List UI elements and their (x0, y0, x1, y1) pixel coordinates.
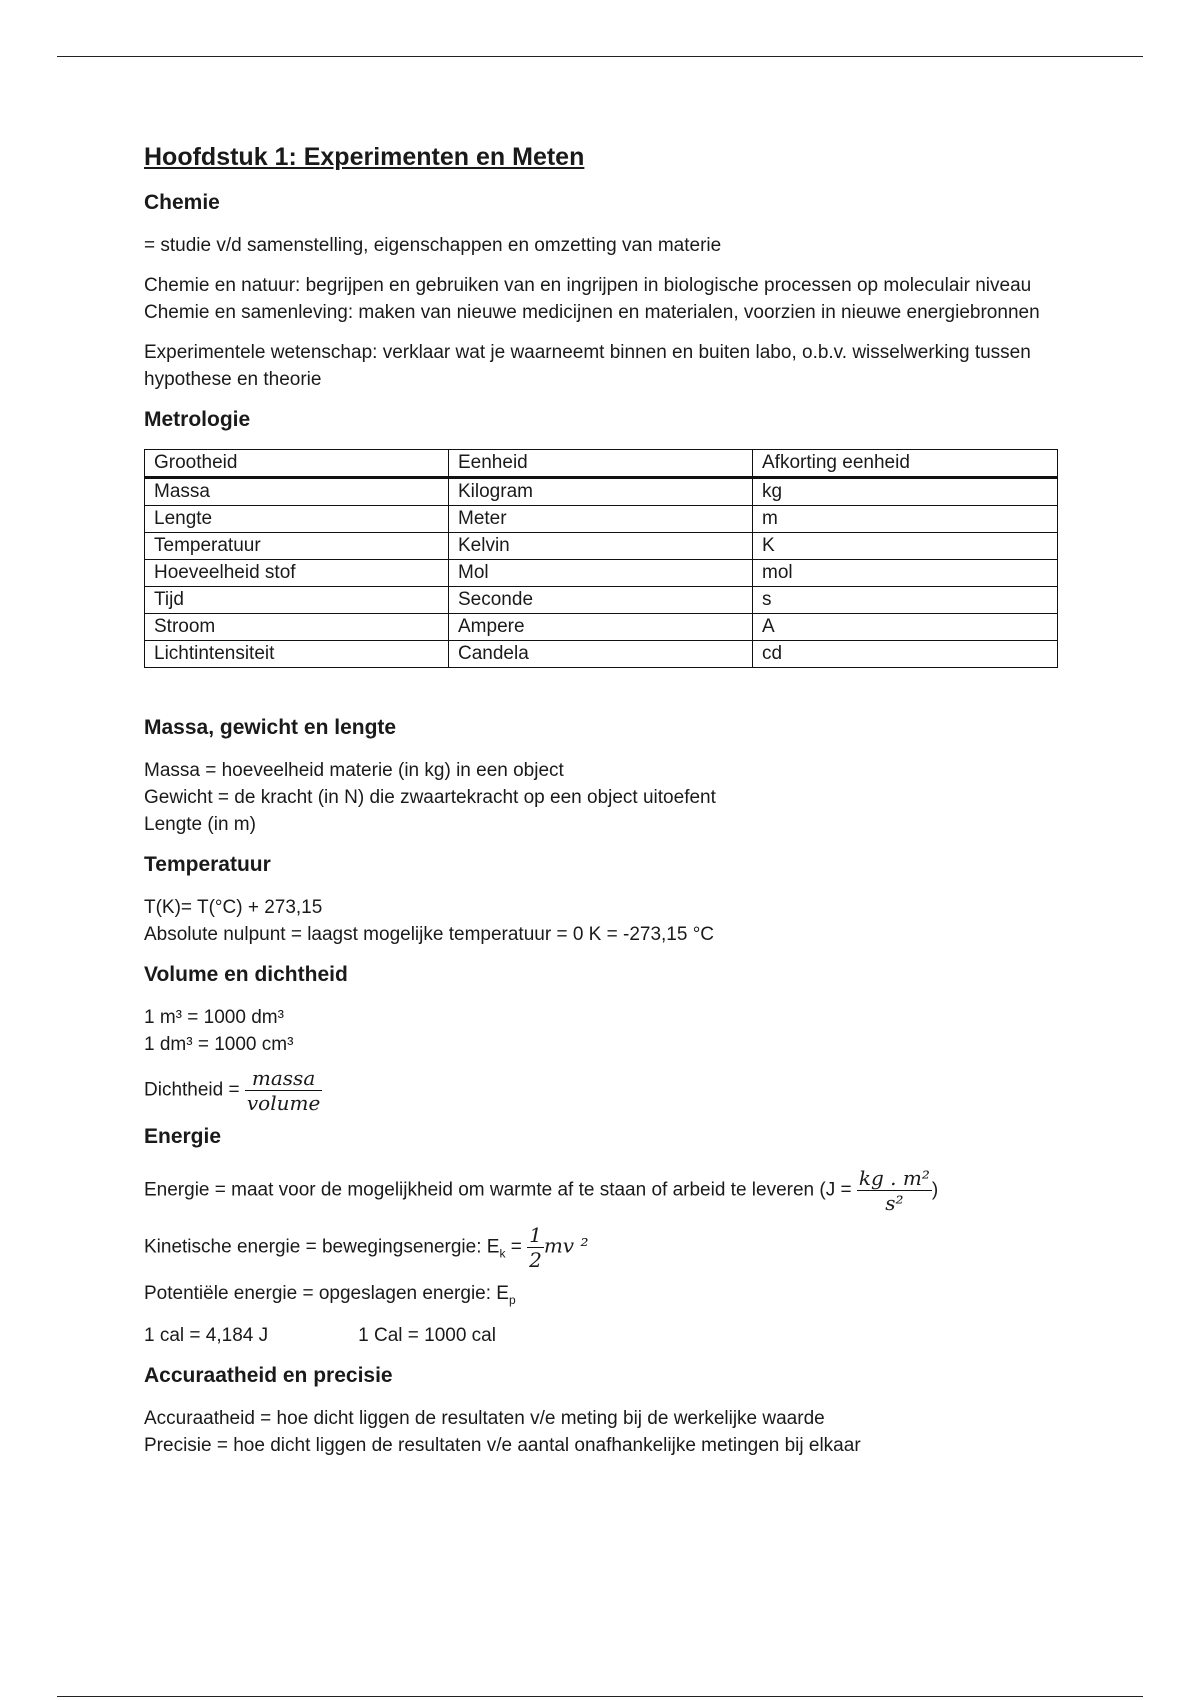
calorie-line (144, 1322, 1104, 1349)
table-header-row (145, 450, 1058, 478)
heading-temperatuur: Temperatuur (144, 853, 271, 876)
joule-fraction (857, 1166, 932, 1215)
fraction-denominator: volume (246, 1091, 321, 1115)
table-row (145, 641, 1058, 668)
kin-equals: = (505, 1236, 528, 1258)
massa-line-3: Lengte (in m) (144, 814, 256, 835)
footer-rule (57, 1696, 1143, 1697)
cell-grootheid: Massa (145, 478, 449, 506)
cell-afkorting: K (753, 533, 1058, 560)
heading-chemie: Chemie (144, 191, 220, 214)
accuraatheid-line-2: Precisie = hoe dicht liggen de resultaten v/e aantal onafhankelijke metingen bij elkaar (144, 1434, 861, 1456)
fraction-denominator: 2 (529, 1248, 542, 1272)
metrologie-table (144, 449, 1058, 668)
energie-def-close: ) (931, 1179, 939, 1201)
accuraatheid-line-1: Accuraatheid = hoe dicht liggen de resultaten v/e meting bij de werkelijke waarde (144, 1407, 825, 1429)
cell-afkorting: s (753, 587, 1058, 614)
kin-text: Kinetische energie = bewegingsenergie: E (144, 1236, 500, 1258)
cell-grootheid: Lengte (145, 506, 449, 533)
cell-eenheid: Meter (449, 506, 753, 533)
pot-subscript: p (508, 1292, 516, 1307)
table-row (145, 614, 1058, 641)
header-rule (57, 56, 1143, 57)
fraction-numerator: kg . m² (858, 1166, 930, 1190)
chemie-samenleving: Chemie en samenleving: maken van nieuwe medicijnen en materialen, voorzien in nieuwe energiebronnen (144, 302, 1040, 323)
cell-grootheid: Temperatuur (145, 533, 449, 560)
cell-grootheid: Lichtintensiteit (145, 641, 449, 668)
cell-grootheid: Stroom (145, 614, 449, 641)
chemie-definition: = studie v/d samenstelling, eigenschappen en omzetting van materie (144, 235, 722, 256)
dichtheid-fraction (245, 1066, 322, 1115)
cell-eenheid: Seconde (449, 587, 753, 614)
header-afkorting: Afkorting eenheid (753, 450, 1058, 478)
table-row (145, 478, 1058, 506)
energie-def-text: Energie = maat voor de mogelijkheid om warmte af te staan of arbeid te leveren (J = (144, 1179, 857, 1201)
cell-grootheid: Tijd (145, 587, 449, 614)
heading-metrologie: Metrologie (144, 408, 251, 431)
table-row (145, 587, 1058, 614)
dichtheid-label: Dichtheid = (144, 1079, 245, 1101)
cell-eenheid: Ampere (449, 614, 753, 641)
kinetische-energie (144, 1223, 1104, 1272)
half-fraction (527, 1223, 544, 1272)
chemie-natuur: Chemie en natuur: begrijpen en gebruiken van en ingrijpen in biologische processen op moleculair niveau (144, 275, 1032, 296)
volume-line-1: 1 m³ = 1000 dm³ (144, 1007, 284, 1028)
table-row (145, 506, 1058, 533)
heading-volume: Volume en dichtheid (144, 963, 348, 986)
temperatuur-line-2: Absolute nulpunt = laagst mogelijke temperatuur = 0 K = -273,15 °C (144, 924, 715, 945)
heading-energie: Energie (144, 1125, 222, 1148)
potentiele-energie (144, 1280, 1104, 1314)
experimentele-line-2: hypothese en theorie (144, 369, 322, 390)
fraction-numerator: massa (251, 1066, 316, 1090)
massa-line-2: Gewicht = de kracht (in N) die zwaartekracht op een object uitoefent (144, 787, 716, 808)
heading-massa: Massa, gewicht en lengte (144, 716, 397, 739)
cell-eenheid: Kilogram (449, 478, 753, 506)
table-row (145, 560, 1058, 587)
table-row (145, 533, 1058, 560)
cell-grootheid: Hoeveelheid stof (145, 560, 449, 587)
heading-accuraatheid: Accuraatheid en precisie (144, 1363, 393, 1387)
cell-eenheid: Kelvin (449, 533, 753, 560)
fraction-numerator: 1 (529, 1223, 542, 1247)
header-eenheid: Eenheid (449, 450, 753, 478)
cell-afkorting: mol (753, 560, 1058, 587)
cell-eenheid: Candela (449, 641, 753, 668)
kin-expression: mv ² (543, 1233, 589, 1258)
cell-afkorting: m (753, 506, 1058, 533)
fraction-denominator: s² (857, 1190, 932, 1215)
kin-subscript: k (499, 1246, 506, 1261)
cal-conversion-2: 1 Cal = 1000 cal (358, 1324, 496, 1346)
header-grootheid: Grootheid (145, 450, 449, 478)
pot-text: Potentiële energie = opgeslagen energie: E (144, 1283, 509, 1304)
experimentele-line-1: Experimentele wetenschap: verklaar wat je waarneemt binnen en buiten labo, o.b.v. wisselwerking tussen (144, 342, 1031, 363)
cell-afkorting: cd (753, 641, 1058, 668)
cell-eenheid: Mol (449, 560, 753, 587)
volume-line-2: 1 dm³ = 1000 cm³ (144, 1034, 294, 1055)
energie-definition (144, 1166, 1104, 1215)
document-page (144, 140, 1104, 1459)
cal-conversion-1: 1 cal = 4,184 J (144, 1324, 269, 1346)
temperatuur-line-1: T(K)= T(°C) + 273,15 (144, 897, 323, 918)
chapter-title: Hoofdstuk 1: Experimenten en Meten (144, 143, 585, 171)
massa-line-1: Massa = hoeveelheid materie (in kg) in een object (144, 760, 564, 781)
cell-afkorting: kg (753, 478, 1058, 506)
cell-afkorting: A (753, 614, 1058, 641)
dichtheid-formula (144, 1066, 1104, 1115)
